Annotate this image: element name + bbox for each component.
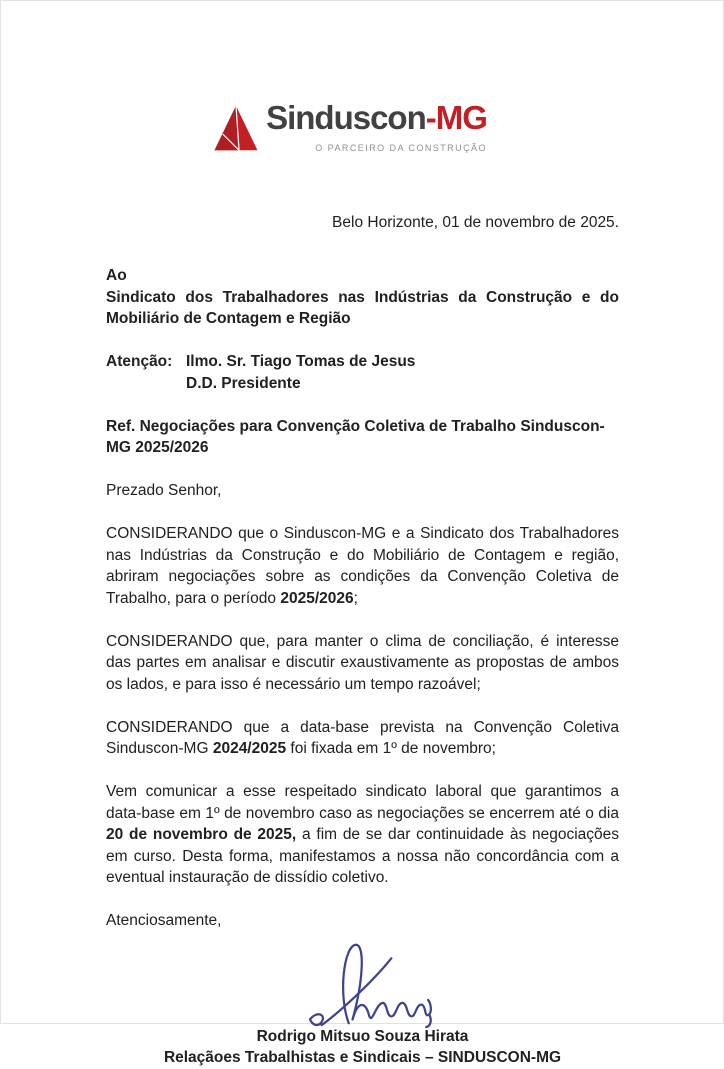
logo-wordmark (266, 100, 487, 136)
logo-tagline: O PARCEIRO DA CONSTRUÇÃO (315, 143, 487, 154)
attention-value (186, 351, 415, 394)
closing-line: Atenciosamente, (106, 912, 222, 930)
paragraph-considerando-1: CONSIDERANDO que o Sinduscon-MG e a Sindicato dos Trabalhadores nas Indústrias da Construção e do Mobiliário de Contagem e região, abriram negociações sobre as condições da Convenção Coletiva de Trabalho, para o período 2025/2026; (106, 525, 619, 607)
paragraph-considerando-3: CONSIDERANDO que a data-base prevista na Convenção Coletiva Sinduscon-MG 2024/2025 foi fixada em 1º de novembro; (106, 718, 619, 758)
logo-wordmark-suffix: -MG (425, 99, 487, 136)
logo-text-block (266, 100, 487, 160)
addressee-block (106, 265, 619, 330)
reference-line: Ref. Negociações para Convenção Coletiva de Trabalho Sinduscon-MG 2025/2026 (106, 417, 605, 457)
date-line: Belo Horizonte, 01 de novembro de 2025. (332, 213, 619, 231)
greeting: Prezado Senhor, (106, 482, 222, 500)
attention-name: Ilmo. Sr. Tiago Tomas de Jesus (186, 353, 416, 371)
addressee-organization: Sindicato dos Trabalhadores nas Indústrias da Construção e do Mobiliário de Contagem e Região (106, 288, 619, 328)
signature-block (106, 938, 619, 1069)
handwritten-signature-icon (296, 938, 446, 1030)
signatory-title: Relaçãoes Trabalhistas e Sindicais – SINDUSCON-MG (163, 1049, 562, 1067)
sinduscon-logo (213, 100, 487, 160)
attention-block (106, 351, 619, 394)
signatory-name: Rodrigo Mitsuo Souza Hirata (256, 1027, 469, 1045)
letter-body (1, 212, 723, 1069)
attention-label: Atenção: (106, 353, 173, 371)
paragraph-conclusion: Vem comunicar a esse respeitado sindicato laboral que garantimos a data-base em 1º de novembro caso as negociações se encerrem até o dia 20 de novembro de 2025, a fim de se dar continuidade às negociações em curso. Desta forma, manifestamos a nossa não concordância com a eventual instauração de dissídio coletivo. (106, 783, 619, 887)
paragraph-considerando-2: CONSIDERANDO que, para manter o clima de conciliação, é interesse das partes em analisar e discutir exaustivamente as propostas de ambos os lados, e para isso é necessário um tempo razoável; (106, 632, 619, 693)
pyramid-logo-icon (213, 103, 259, 153)
attention-role: D.D. Presidente (186, 374, 301, 392)
addressee-prefix: Ao (106, 267, 127, 285)
logo-wordmark-name: Sinduscon (266, 99, 426, 136)
